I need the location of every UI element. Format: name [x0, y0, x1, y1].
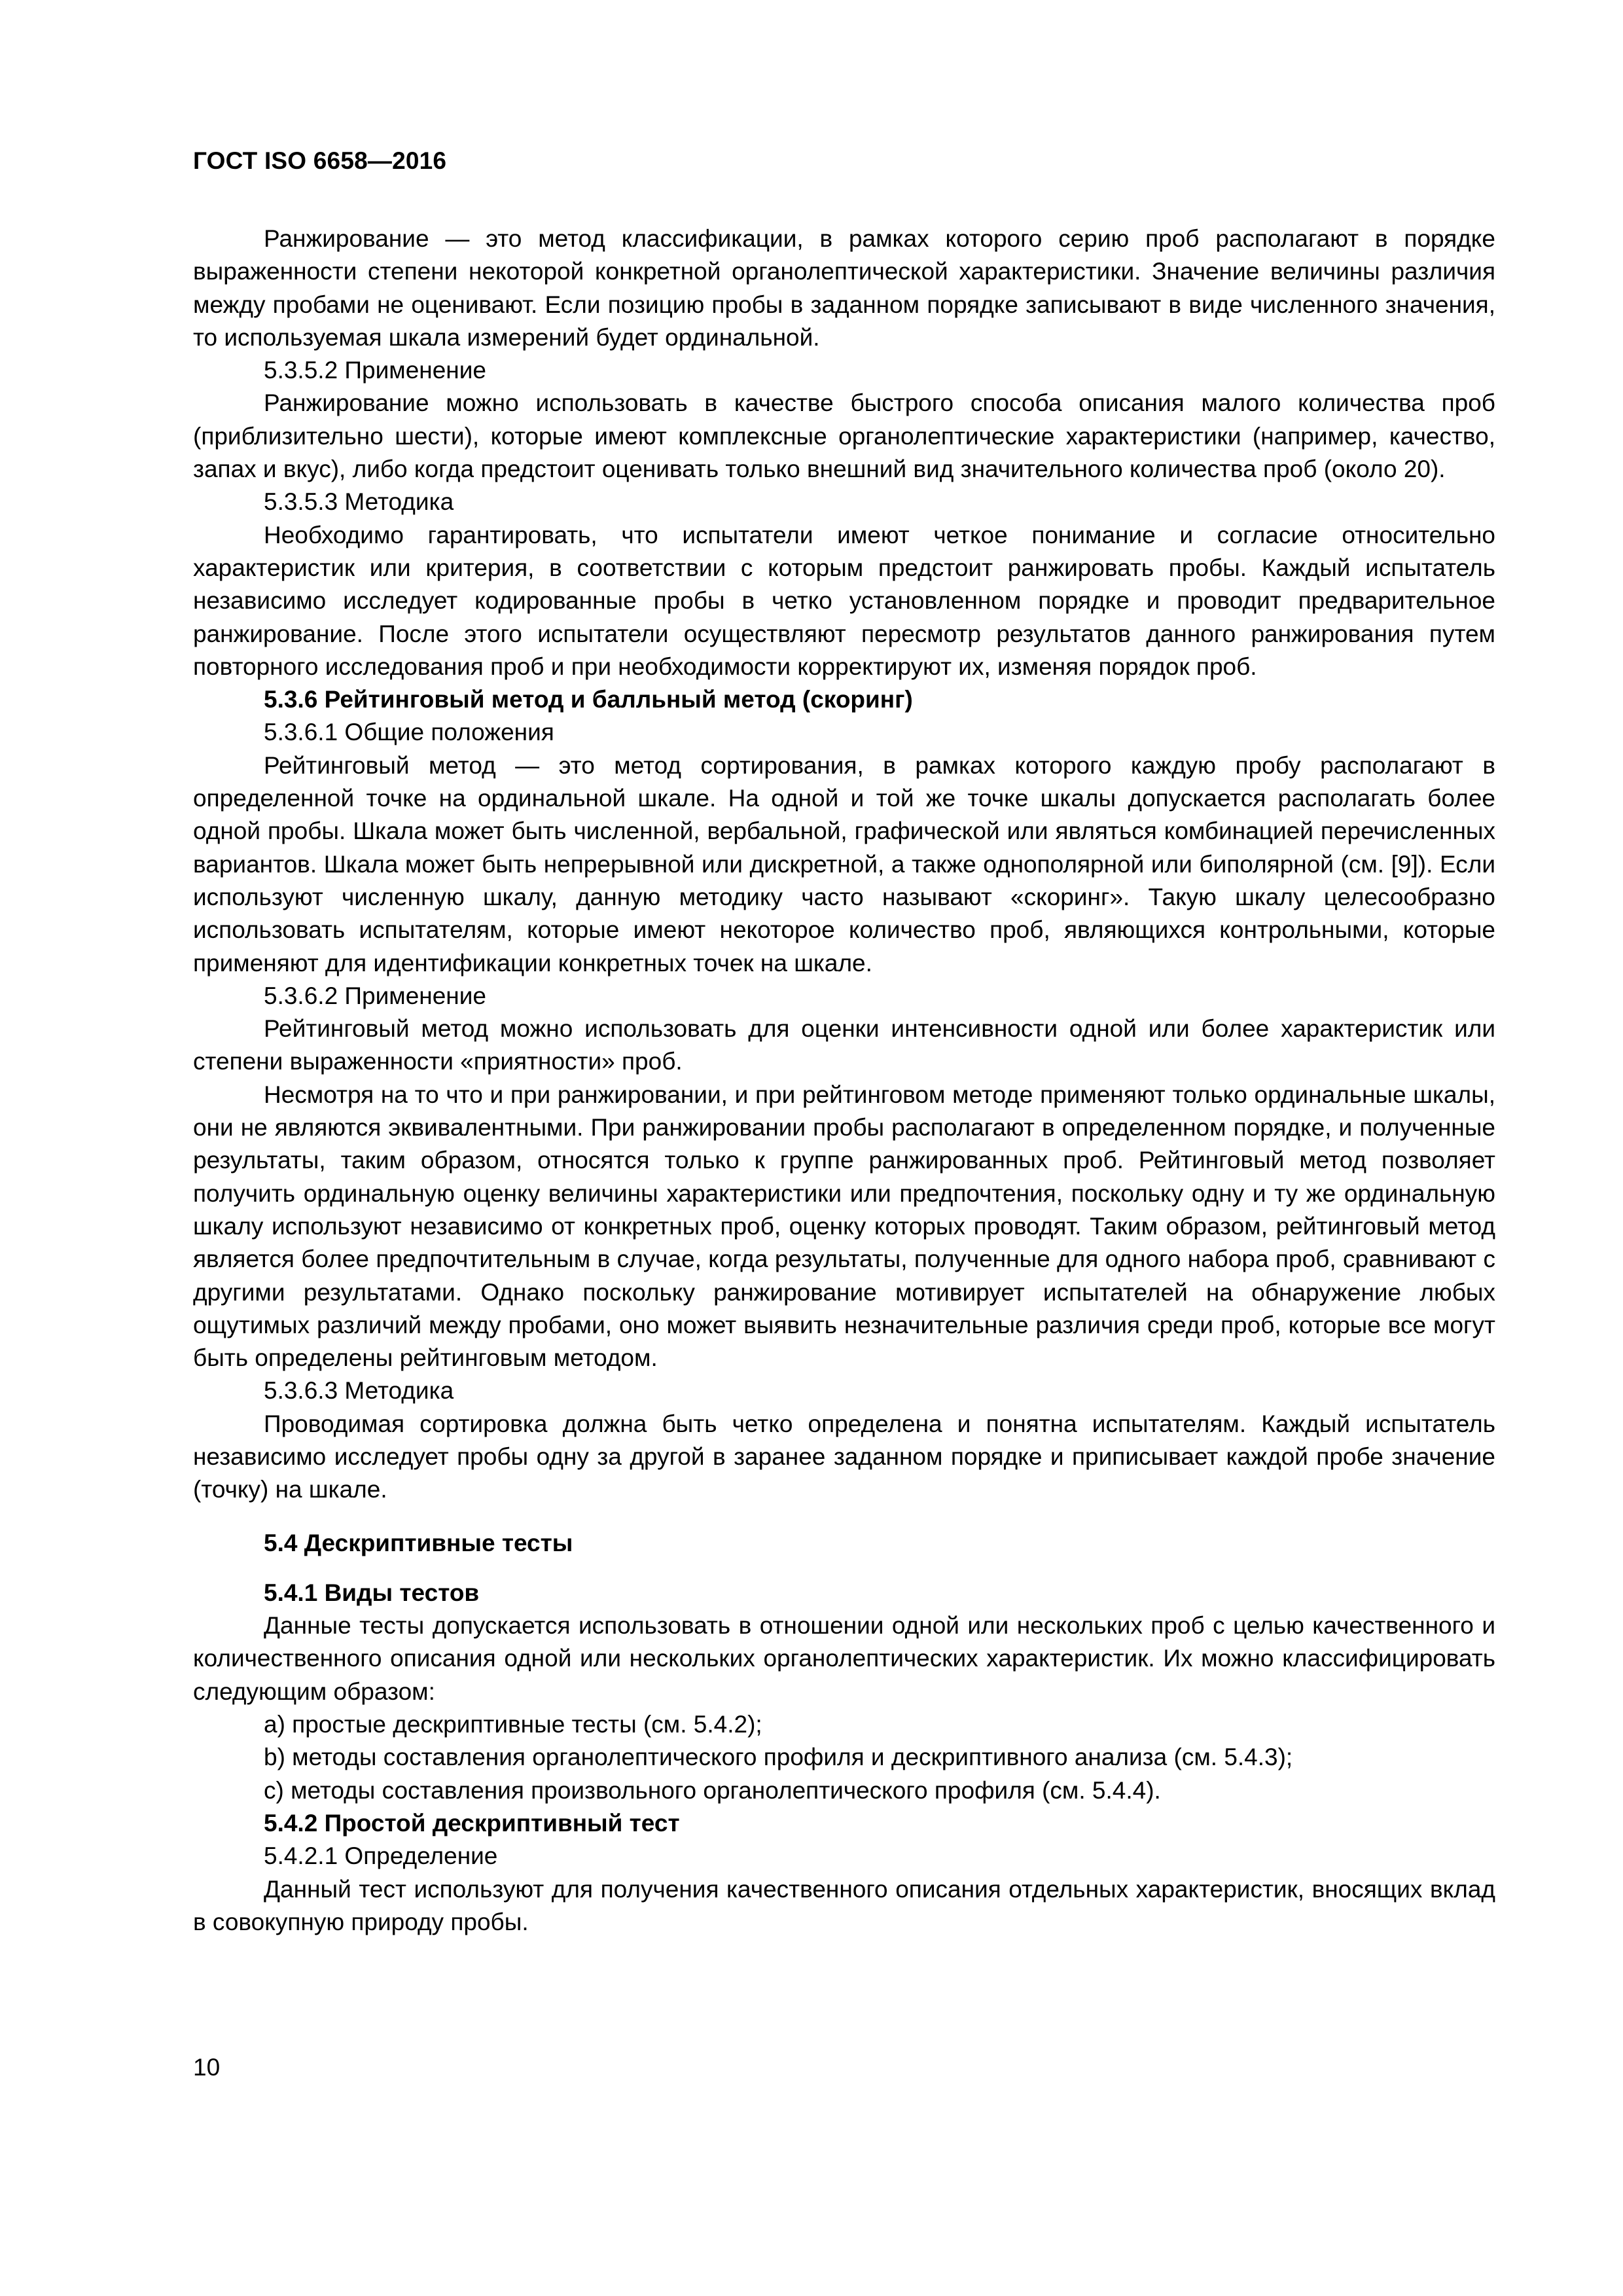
heading-5-4-1: 5.4.1 Виды тестов: [264, 1579, 480, 1606]
paragraph-simple-descriptive-definition: Данный тест используют для получения качественного описания отдельных характеристик, вносящих вклад в совокупную природу пробы.: [193, 1875, 1495, 1935]
heading-5-3-5-2: 5.3.5.2 Применение: [264, 357, 486, 384]
page-number: 10: [193, 2054, 221, 2081]
document-body: [193, 223, 1495, 1939]
paragraph-ranking-definition: Ранжирование — это метод классификации, в рамках которого серию проб располагают в порядке выраженности степени некоторой конкретной органолептической характеристики. Значение величины различия между пробами не оценивают. Если позицию пробы в заданном порядке записывают в виде численного значения, то используемая шкала измерений будет ординальной.: [193, 225, 1495, 351]
paragraph-ranking-method: Необходимо гарантировать, что испытатели имеют четкое понимание и согласие относительно характеристик или критерия, в соответствии с которым предстоит ранжировать пробы. Каждый испытатель независимо исследует кодированные пробы в четко установленном порядке и проводит предварительное ранжирование. После этого испытатели осуществляют пересмотр результатов данного ранжирования путем повторного исследования проб и при необходимости корректируют их, изменяя порядок проб.: [193, 521, 1495, 680]
heading-5-4: 5.4 Дескриптивные тесты: [264, 1529, 573, 1556]
heading-5-4-2-1: 5.4.2.1 Определение: [264, 1842, 498, 1870]
document-header-title: ГОСТ ISO 6658—2016: [193, 147, 447, 174]
paragraph-rating-general: Рейтинговый метод — это метод сортирования, в рамках которого каждую пробу располагают в определенной точке на ординальной шкале. На одной и той же точке шкалы допускается располагать более одной пробы. Шкала может быть численной, вербальной, графической или являться комбинацией перечисленных вариантов. Шкала может быть непрерывной или дискретной, а также однополярной или биполярной (см. [9]). Если используют численную шкалу, данную методику часто называют «скоринг». Такую шкалу целесообразно использовать испытателям, которые имеют некоторое количество проб, являющихся контрольными, которые применяют для идентификации конкретных точек на шкале.: [193, 751, 1495, 977]
heading-5-3-6: 5.3.6 Рейтинговый метод и балльный метод (скоринг): [264, 686, 913, 713]
heading-5-4-2: 5.4.2 Простой дескриптивный тест: [264, 1809, 680, 1837]
list-item-a: a) простые дескриптивные тесты (см. 5.4.2);: [264, 1711, 762, 1738]
paragraph-rating-method: Проводимая сортировка должна быть четко определена и понятна испытателям. Каждый испытатель независимо исследует пробы одну за другой в заранее заданном порядке и приписывает каждой пробе значение (точку) на шкале.: [193, 1410, 1495, 1503]
heading-5-3-6-3: 5.3.6.3 Методика: [264, 1377, 454, 1405]
list-item-b: b) методы составления органолептического профиля и дескриптивного анализа (см. 5.4.3);: [264, 1744, 1293, 1771]
paragraph-test-types: Данные тесты допускается использовать в отношении одной или нескольких проб с целью качественного и количественного описания одной или нескольких органолептических характеристик. Их можно классифицировать следующим образом:: [193, 1612, 1495, 1705]
paragraph-rating-application: Рейтинговый метод можно использовать для оценки интенсивности одной или более характеристик или степени выраженности «приятности» проб.: [193, 1015, 1495, 1075]
heading-5-3-6-1: 5.3.6.1 Общие положения: [264, 719, 554, 746]
paragraph-ranking-application: Ранжирование можно использовать в качестве быстрого способа описания малого количества проб (приблизительно шести), которые имеют комплексные органолептические характеристики (например, качество, запах и вкус), либо когда предстоит оценивать только внешний вид значительного количества проб (около 20).: [193, 389, 1495, 483]
heading-5-3-5-3: 5.3.5.3 Методика: [264, 488, 454, 516]
paragraph-rating-comparison: Несмотря на то что и при ранжировании, и при рейтинговом методе применяют только ординальные шкалы, они не являются эквивалентными. При ранжировании пробы располагают в определенном порядке, и полученные результаты, таким образом, относятся только к группе ранжированных проб. Рейтинговый метод позволяет получить ординальную оценку величины характеристики или предпочтения, поскольку одну и ту же ординальную шкалу используют независимо от конкретных проб, оценку которых проводят. Таким образом, рейтинговый метод является более предпочтительным в случае, когда результаты, полученные для одного набора проб, сравнивают с другими результатами. Однако поскольку ранжирование мотивирует испытателей на обнаружение любых ощутимых различий между пробами, оно может выявить незначительные различия среди проб, которые все могут быть определены рейтинговым методом.: [193, 1081, 1495, 1372]
list-item-c: c) методы составления произвольного органолептического профиля (см. 5.4.4).: [264, 1776, 1161, 1804]
heading-5-3-6-2: 5.3.6.2 Применение: [264, 982, 486, 1009]
